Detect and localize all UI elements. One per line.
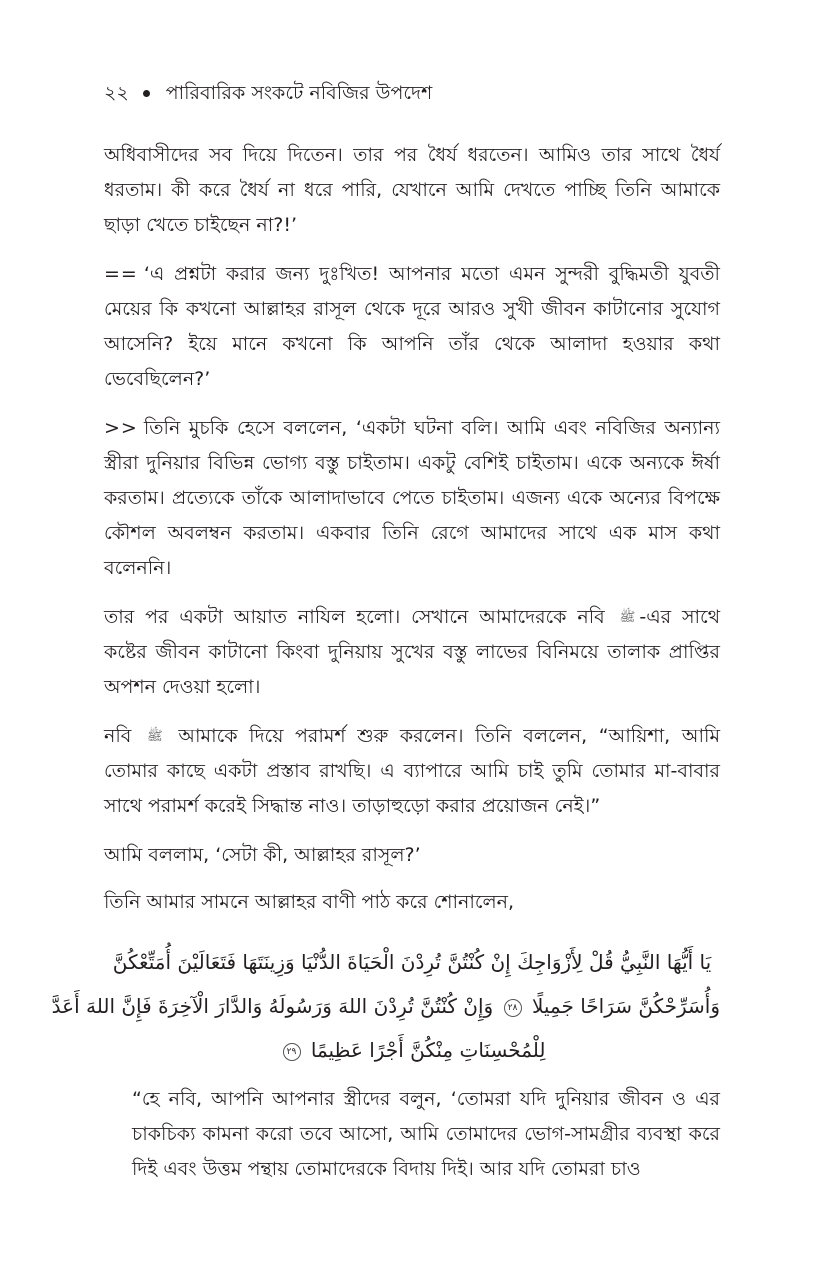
verse-number-29-icon: ٢٩ — [283, 1043, 301, 1061]
paragraph-text: তিনি মুচকি হেসে বললেন, ‘একটা ঘটনা বলি। আমি এবং নবিজির অন্যান্য স্ত্রীরা দুনিয়ার বিভিন্ন ভোগ্য বস্তু চাইতাম। একটু বেশিই চাইতাম। একে অন্যকে ঈর্ষা করতাম। প্রত্যেকে তাঁকে আলাদাভাবে পেতে চাইতাম। এজন্য একে অন্যের বিপক্ষে কৌশল অবলম্বন করতাম। একবার তিনি রেগে আমাদের সাথে এক মাস কথা বলেননি। — [104, 417, 720, 579]
paragraph-text: তিনি আমার সামনে আল্লাহর বাণী পাঠ করে শোনালেন, — [104, 891, 515, 913]
salawat-honorific-icon: ﷺ — [147, 729, 163, 744]
chapter-title: পারিবারিক সংকটে নবিজির উপদেশ — [165, 82, 433, 104]
paragraph-7 — [104, 885, 720, 920]
paragraph-1 — [104, 138, 720, 243]
running-head — [104, 78, 720, 108]
verse-translation — [104, 1082, 720, 1187]
verse-number-28-icon: ٢٨ — [504, 999, 522, 1017]
paragraph-marker: == — [104, 263, 138, 285]
paragraph-5 — [104, 719, 720, 824]
paragraph-text: ‘এ প্রশ্নটা করার জন্য দুঃখিত! আপনার মতো এমন সুন্দরী বুদ্ধিমতী যুবতী মেয়ের কি কখনো আল্লাহর রাসূল থেকে দূরে আরও সুখী জীবন কাটানোর সুযোগ আসেনি? ইয়ে মানে কখনো কি আপনি তাঁর থেকে আলাদা হওয়ার কথা ভেবেছিলেন?’ — [104, 263, 720, 390]
bullet-separator-icon — [143, 90, 150, 97]
salawat-honorific-icon: ﷺ — [619, 610, 636, 625]
quran-line-3 — [104, 1028, 720, 1072]
paragraph-text: তার পর একটা আয়াত নাযিল হলো। সেখানে আমাদেরকে নবি — [104, 606, 605, 628]
quran-line-2 — [51, 984, 720, 1028]
quran-text: وَأُسَرِّحْكُنَّ سَرَاحًا جَمِيلًا — [531, 994, 720, 1018]
paragraph-text: আমাকে দিয়ে পরামর্শ শুরু করলেন। তিনি বললেন, “আয়িশা, আমি তোমার কাছে একটা প্রস্তাব রাখছি। এ ব্যাপারে আমি চাই তুমি তোমার মা-বাবার সাথে পরামর্শ করেই সিদ্ধান্ত নাও। তাড়াহুড়ো করার প্রয়োজন নেই।” — [104, 725, 720, 817]
paragraph-2 — [104, 257, 720, 397]
paragraph-6 — [104, 838, 720, 873]
paragraph-text: আমি বললাম, ‘সেটা কী, আল্লাহর রাসূল?’ — [104, 844, 421, 866]
paragraph-4 — [104, 600, 720, 705]
paragraph-text: নবি — [104, 725, 132, 747]
page-number: ২২ — [104, 82, 129, 104]
paragraph-text: -এর সাথে কষ্টের জীবন কাটানো কিংবা দুনিয়ায় সুখের বস্তু লাভের বিনিময়ে তালাক প্রাপ্তির অপশন দেওয়া হলো। — [104, 606, 720, 698]
book-page — [51, 78, 720, 1187]
paragraph-marker: >> — [104, 417, 138, 439]
paragraph-text: অধিবাসীদের সব দিয়ে দিতেন। তার পর ধৈর্য ধরতেন। আমিও তার সাথে ধৈর্য ধরতাম। কী করে ধৈর্য না ধরে পারি, যেখানে আমি দেখতে পাচ্ছি তিনি আমাকে ছাড়া খেতে চাইছেন না?!’ — [104, 144, 720, 236]
translation-text: “হে নবি, আপনি আপনার স্ত্রীদের বলুন, ‘তোমরা যদি দুনিয়ার জীবন ও এর চাকচিক্য কামনা করো তবে আসো, আমি তোমাদের ভোগ-সামগ্রীর ব্যবস্থা করে দিই এবং উত্তম পন্থায় তোমাদেরকে বিদায় দিই। আর যদি তোমরা চাও — [132, 1088, 720, 1180]
paragraph-3 — [104, 411, 720, 586]
quran-text: لِلْمُحْسِنَاتِ مِنْكُنَّ أَجْرًا عَظِيمًا — [310, 1038, 546, 1062]
body-text — [51, 138, 720, 1187]
translation-paragraph — [132, 1082, 720, 1187]
quran-line-1: يَا أَيُّهَا النَّبِيُّ قُلْ لِأَزْوَاجِكَ إِنْ كُنْتُنَّ تُرِدْنَ الْحَيَاةَ الدُّنْيَا وَزِينَتَهَا فَتَعَالَيْنَ أُمَتِّعْكُنَّ — [112, 950, 712, 974]
quran-verse-block — [51, 940, 720, 1072]
quran-text: وَإِنْ كُنْتُنَّ تُرِدْنَ اللهَ وَرَسُولَهُ وَالدَّارَ الْآخِرَةَ فَإِنَّ اللهَ أَعَدَّ — [51, 994, 494, 1018]
